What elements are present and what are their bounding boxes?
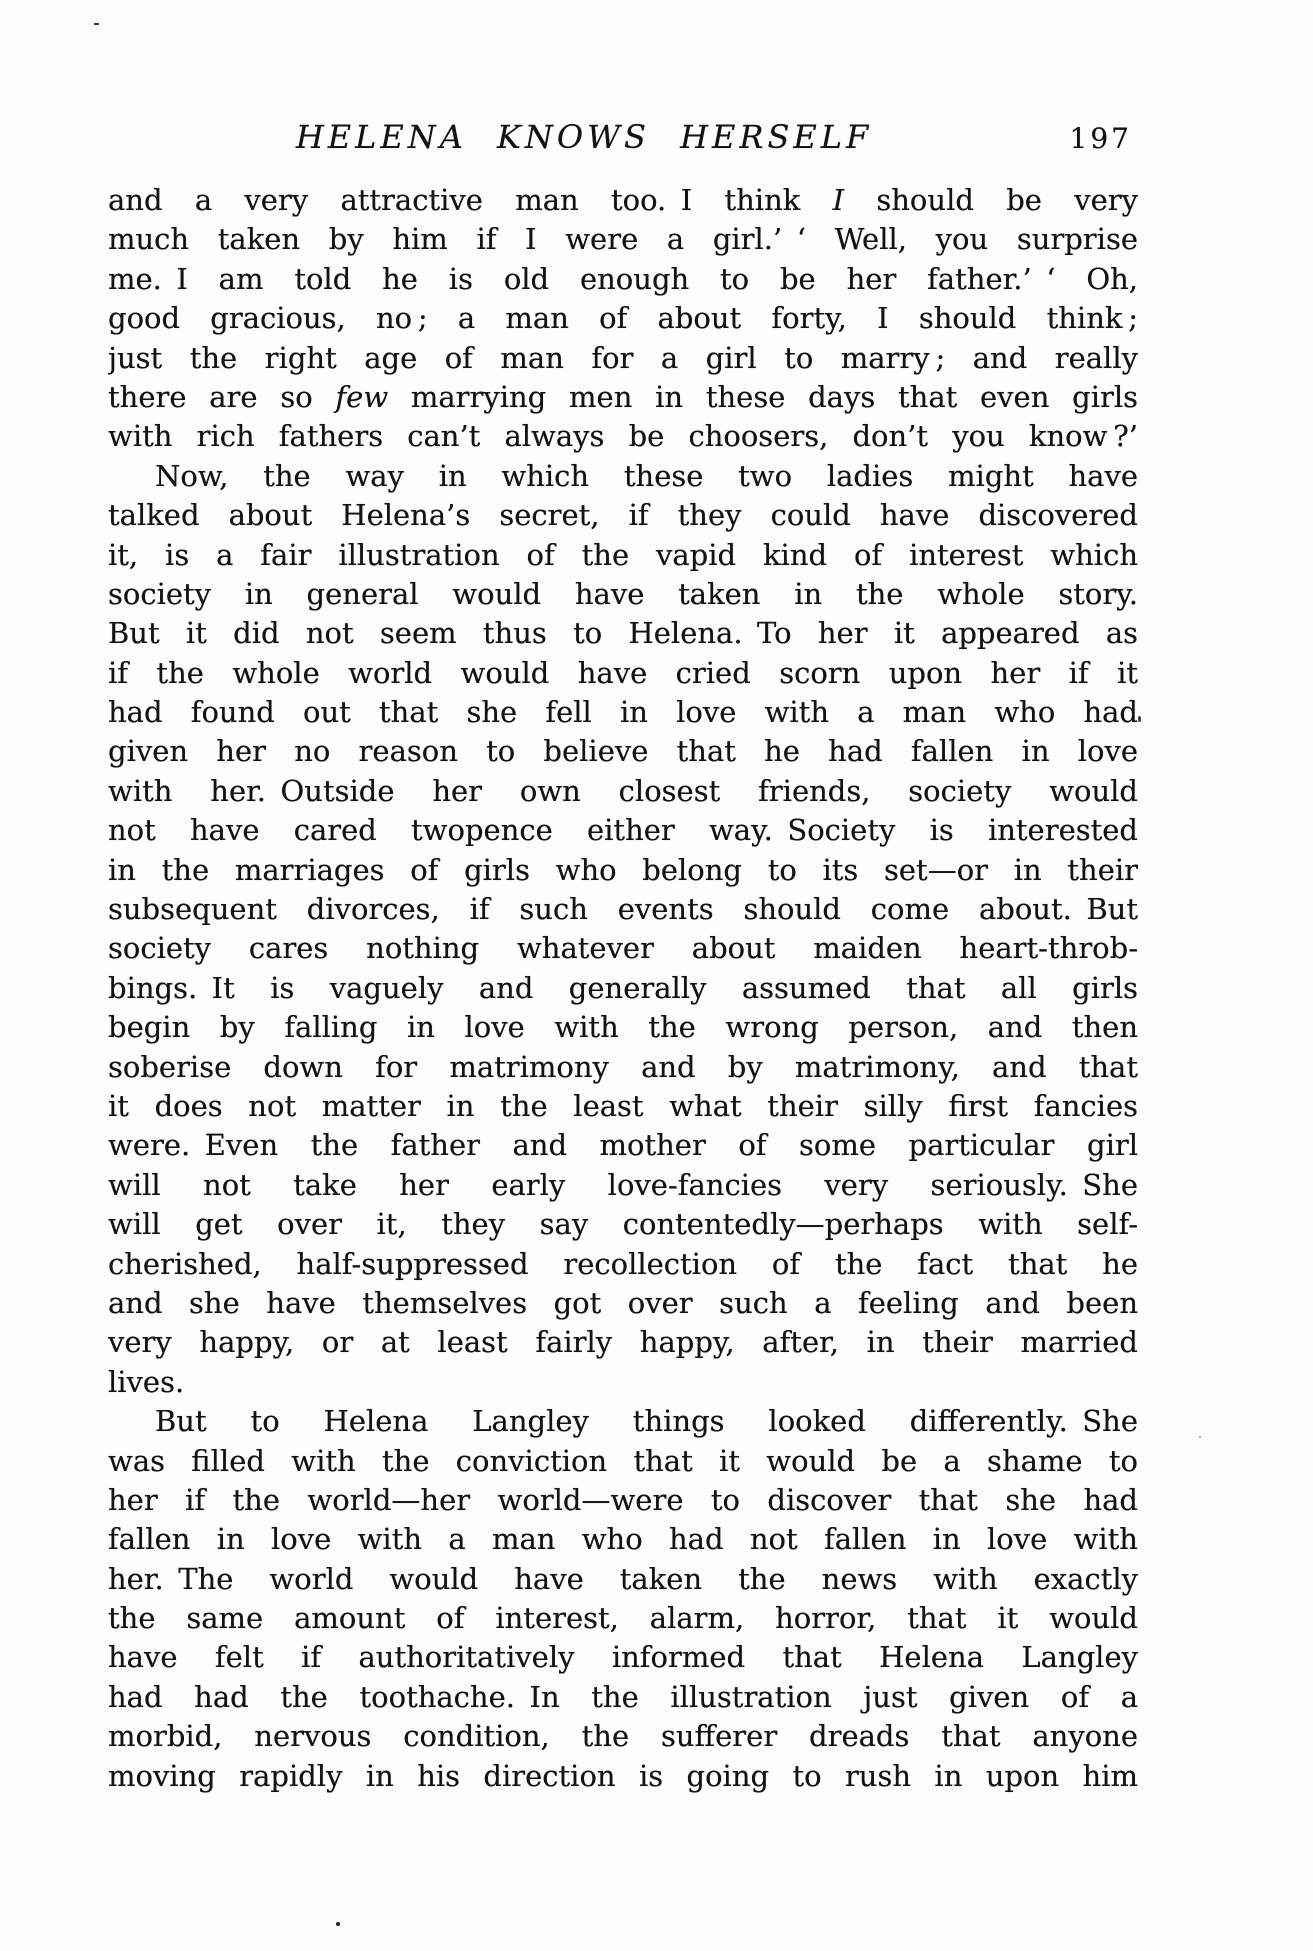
text-line [108,890,1138,929]
text-line [108,496,1138,535]
text-line [108,772,1138,811]
text-segment: her. The world would have taken the news with exactly [108,1561,1138,1596]
text-segment: her if the world—her world—were to discover that she had [108,1482,1138,1517]
text-segment: talked about Helena’s secret, if they could have discovered [108,498,1138,533]
text-line [108,1560,1138,1599]
text-line [108,1363,1138,1402]
text-line [108,536,1138,575]
page-number: 197 [1069,122,1132,155]
text-line [108,1284,1138,1323]
text-segment: and she have themselves got over such a feeling and been [108,1285,1138,1320]
text-segment: good gracious, no ; a man of about forty, I should think ; [108,301,1138,336]
italic-text: few [335,379,389,414]
scan-speck [94,23,99,25]
text-line [108,1323,1138,1362]
text-segment: have felt if authoritatively informed that Helena Langley [108,1640,1138,1675]
text-line [108,1599,1138,1638]
text-segment: not have cared twopence either way. Society is interested [108,813,1138,848]
text-segment: should be very [844,183,1138,217]
text-line [108,1126,1138,1165]
text-line [108,614,1138,653]
text-segment: much taken by him if I were a girl.’ ‘ Well, you surprise [108,222,1138,257]
text-line [108,693,1138,732]
text-line [108,457,1138,496]
text-segment: bings. It is vaguely and generally assumed that all girls [108,970,1138,1005]
text-segment: were. Even the father and mother of some particular girl [108,1128,1138,1163]
text-segment: me. I am told he is old enough to be her father.’ ‘ Oh, [108,261,1138,296]
page-body [108,181,1138,1796]
text-line [108,1402,1138,1441]
text-segment: had had the toothache. In the illustration just given of a [108,1679,1138,1714]
text-line [108,1757,1138,1796]
text-segment: if the whole world would have cried scorn upon her if it [108,655,1138,690]
text-segment: given her no reason to believe that he had fallen in love [108,734,1138,769]
text-segment: But it did not seem thus to Helena. To her it appeared as [108,616,1138,651]
text-segment: with rich fathers can’t always be choosers, don’t you know ?’ [108,419,1138,454]
scan-speck [1138,716,1141,722]
text-line [108,260,1138,299]
paragraph [108,457,1138,1402]
text-segment: subsequent divorces, if such events should come about. But [108,892,1138,927]
text-line [108,1166,1138,1205]
scan-speck [336,1922,340,1926]
text-segment: and a very attractive man too. I think [108,183,833,217]
text-line [108,220,1138,259]
text-line [108,654,1138,693]
text-line [108,1442,1138,1481]
text-line [108,1481,1138,1520]
text-segment: was filled with the conviction that it would be a shame to [108,1443,1138,1478]
text-segment: But to Helena Langley things looked differently. She [155,1404,1138,1439]
text-segment: fallen in love with a man who had not fallen in love with [108,1522,1138,1557]
text-segment: the same amount of interest, alarm, horror, that it would [108,1601,1138,1636]
text-line [108,339,1138,378]
text-line [108,1048,1138,1087]
text-segment: just the right age of man for a girl to marry ; and really [108,340,1138,375]
text-segment: with her. Outside her own closest friends, society would [108,773,1138,808]
text-line [108,181,1138,220]
text-segment: it, is a fair illustration of the vapid kind of interest which [108,537,1138,572]
paragraph [108,1402,1138,1796]
text-segment: lives. [108,1364,185,1399]
text-line [108,1717,1138,1756]
text-segment: begin by falling in love with the wrong person, and then [108,1010,1138,1045]
text-line [108,1087,1138,1126]
text-line [108,1520,1138,1559]
text-line [108,969,1138,1008]
text-line [108,1205,1138,1244]
text-line [108,732,1138,771]
page-header [108,118,1138,160]
text-line [108,1638,1138,1677]
text-segment: society cares nothing whatever about maiden heart-throb- [108,931,1138,966]
text-line [108,1008,1138,1047]
text-segment: morbid, nervous condition, the sufferer dreads that anyone [108,1719,1138,1754]
running-title: HELENA KNOWS HERSELF [295,118,873,156]
paragraph [108,181,1138,457]
text-segment: in the marriages of girls who belong to its set—or in their [108,852,1138,887]
text-line [108,811,1138,850]
text-line [108,929,1138,968]
text-segment: it does not matter in the least what their silly first fancies [108,1088,1138,1123]
text-line [108,1245,1138,1284]
text-line [108,1678,1138,1717]
text-line [108,417,1138,456]
text-segment: society in general would have taken in the whole story. [108,576,1138,611]
text-line [108,851,1138,890]
text-segment: moving rapidly in his direction is going to rush in upon him [108,1758,1138,1793]
text-segment: will get over it, they say contentedly—perhaps with self- [108,1207,1138,1242]
text-segment: very happy, or at least fairly happy, after, in their married [108,1325,1138,1360]
text-segment: there are so [108,379,336,414]
italic-text: I [832,183,845,217]
text-segment: Now, the way in which these two ladies might have [155,458,1138,493]
text-line [108,299,1138,338]
text-segment: cherished, half-suppressed recollection of the fact that he [108,1246,1138,1281]
text-segment: marrying men in these days that even girls [388,379,1138,414]
text-segment: had found out that she fell in love with a man who had [108,695,1138,730]
scan-speck [1199,1436,1201,1438]
text-line [108,378,1138,417]
text-segment: will not take her early love-fancies very seriously. She [108,1167,1138,1202]
text-segment: soberise down for matrimony and by matrimony, and that [108,1049,1138,1084]
text-line [108,575,1138,614]
